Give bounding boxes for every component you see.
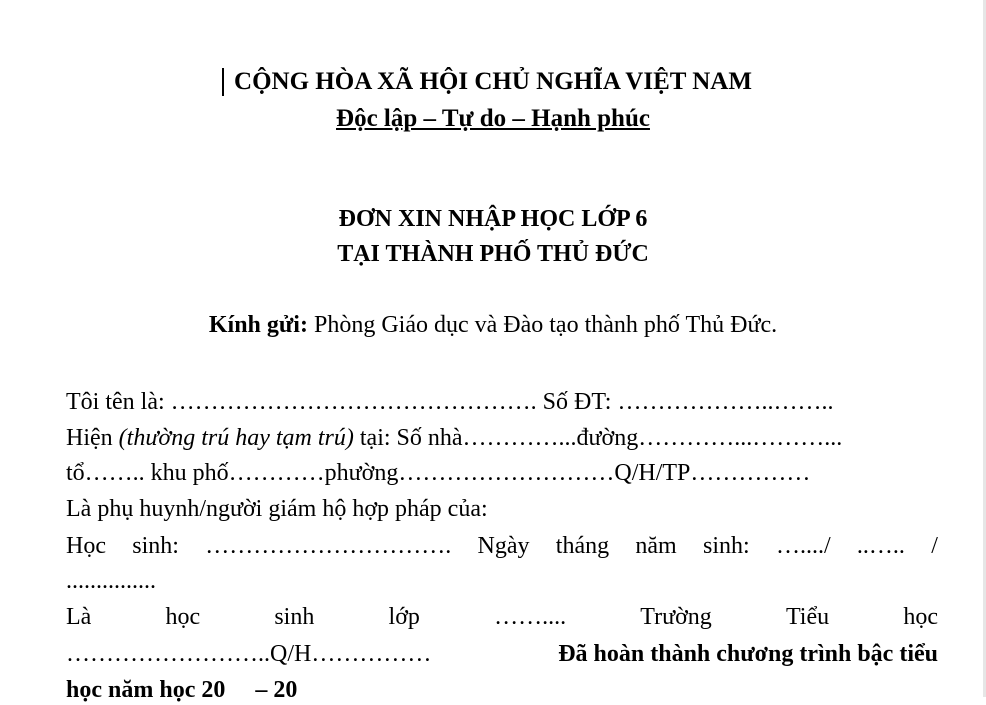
class-word: Tiểu (785, 604, 830, 630)
school-year-line: học năm học 20 – 20 (66, 677, 298, 703)
birth-month-blank: ..….. (856, 533, 905, 559)
student-word: Học (66, 533, 106, 559)
form-line-residence (66, 423, 842, 453)
recipient-line (0, 310, 986, 340)
form-line-guardian: Là phụ huynh/người giám hộ hợp pháp của: (66, 496, 488, 522)
residence-type-note: (thường trú hay tạm trú) (118, 425, 354, 451)
recipient-text: Phòng Giáo dục và Đào tạo thành phố Thủ Đức. (307, 312, 778, 338)
document-title-line1: ĐƠN XIN NHẬP HỌC LỚP 6 (338, 206, 648, 232)
class-blank: …….... (494, 604, 567, 630)
form-line-student (66, 531, 938, 561)
date-separator: / (931, 533, 938, 559)
document-title-line2: TẠI THÀNH PHỐ THỦ ĐỨC (337, 241, 649, 267)
class-word: lớp (388, 604, 420, 630)
recipient-label: Kính gửi: (208, 312, 308, 338)
student-word: năm (635, 533, 677, 559)
student-name-blank: …………………………. (205, 533, 452, 559)
class-word: Trường (640, 604, 712, 630)
birth-day-blank: …..../ (775, 533, 831, 559)
form-line-district: tổ…….. khu phố…………phường………………………Q/H/TP…………… (66, 460, 811, 486)
class-word: Là (66, 604, 92, 630)
residence-address: tại: Số nhà…………...đường…………...………... (353, 425, 843, 451)
student-word: sinh: (703, 533, 750, 559)
school-district-blank: ……………………..Q/H…………… (66, 641, 432, 667)
student-word: sinh: (132, 533, 179, 559)
motto: Độc lập – Tự do – Hạnh phúc (336, 105, 650, 132)
residence-prefix: Hiện (66, 425, 119, 451)
birth-year-blank: ............... (66, 568, 156, 594)
student-word: tháng (555, 533, 610, 559)
form-line-class (66, 602, 938, 632)
completion-statement: Đã hoàn thành chương trình bậc tiểu (558, 641, 938, 667)
student-word: Ngày (477, 533, 530, 559)
class-word: sinh (274, 604, 315, 630)
form-line-school (66, 639, 938, 669)
class-word: học (903, 604, 938, 630)
class-word: học (165, 604, 201, 630)
form-line-name-phone: Tôi tên là: ………………………………………. Số ĐT: ………………..…….. (66, 389, 834, 415)
national-title: CỘNG HÒA XÃ HỘI CHỦ NGHĨA VIỆT NAM (234, 68, 752, 95)
